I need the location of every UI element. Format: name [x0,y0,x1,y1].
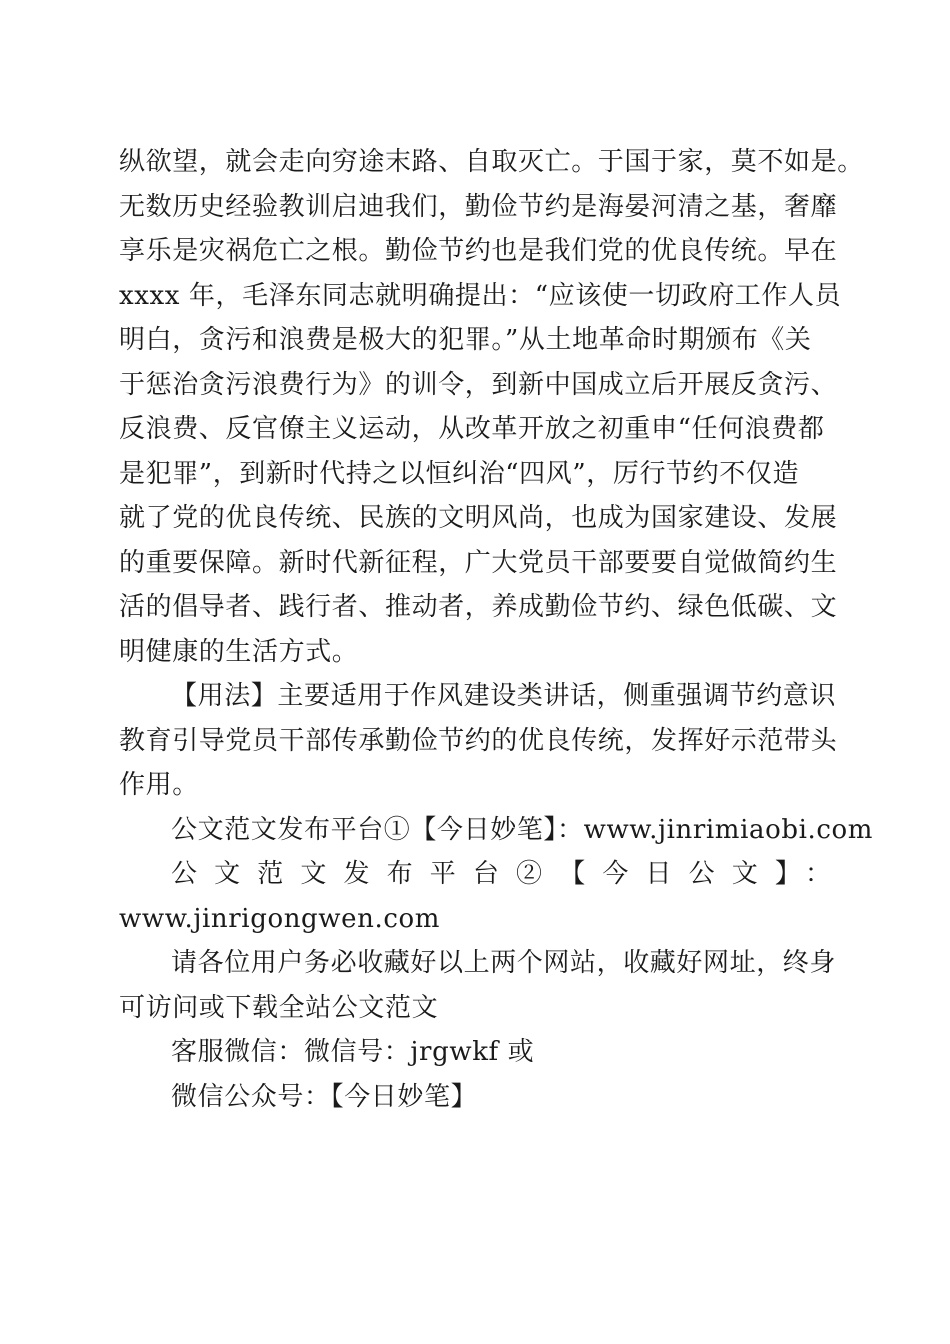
text-line: 明健康的生活方式。 [119,637,359,667]
usage-line: 教育引导党员干部传承勤俭节约的优良传统，发挥好示范带头 [119,726,838,756]
text-line: xxxx 年，毛泽东同志就明确提出：“应该使一切政府工作人员 [119,281,842,311]
text-line: 享乐是灾祸危亡之根。勤俭节约也是我们党的优良传统。早在 [119,236,838,266]
official-account-line: 微信公众号：【今日妙笔】 [171,1082,478,1112]
text-line: 纵欲望，就会走向穷途末路、自取灭亡。于国于家，莫不如是。 [119,147,864,177]
usage-line: 作用。 [119,770,199,800]
text-line: 的重要保障。新时代新征程，广大党员干部要要自觉做简约生 [119,548,838,578]
text-line: 活的倡导者、践行者、推动者，养成勤俭节约、绿色低碳、文 [119,592,838,622]
platform-2-label: 公文范文发布平台②【今日公文】： [171,859,831,889]
service-wechat-line: 客服微信：微信号：jrgwkf 或 [171,1037,535,1067]
text-line: 反浪费、反官僚主义运动，从改革开放之初重申“任何浪费都 [119,414,825,444]
text-line: 是犯罪”，到新时代持之以恒纠治“四风”，厉行节约不仅造 [119,459,800,489]
platform-2-url: www.jinrigongwen.com [119,904,441,934]
text-line: 于惩治贪污浪费行为》的训令，到新中国成立后开展反贪污、 [119,370,838,400]
notice-line: 可访问或下载全站公文范文 [119,993,439,1023]
text-line: 就了党的优良传统、民族的文明风尚，也成为国家建设、发展 [119,503,838,533]
text-line: 无数历史经验教训启迪我们，勤俭节约是海晏河清之基，奢靡 [119,192,838,222]
usage-line: 【用法】主要适用于作风建设类讲话，侧重强调节约意识 [171,681,837,711]
notice-line: 请各位用户务必收藏好以上两个网站，收藏好网址，终身 [171,948,837,978]
text-line: 明白，贪污和浪费是极大的犯罪。”从土地革命时期颁布《关 [119,325,812,355]
platform-1-line: 公文范文发布平台①【今日妙笔】：www.jinrimiaobi.com [171,815,874,845]
